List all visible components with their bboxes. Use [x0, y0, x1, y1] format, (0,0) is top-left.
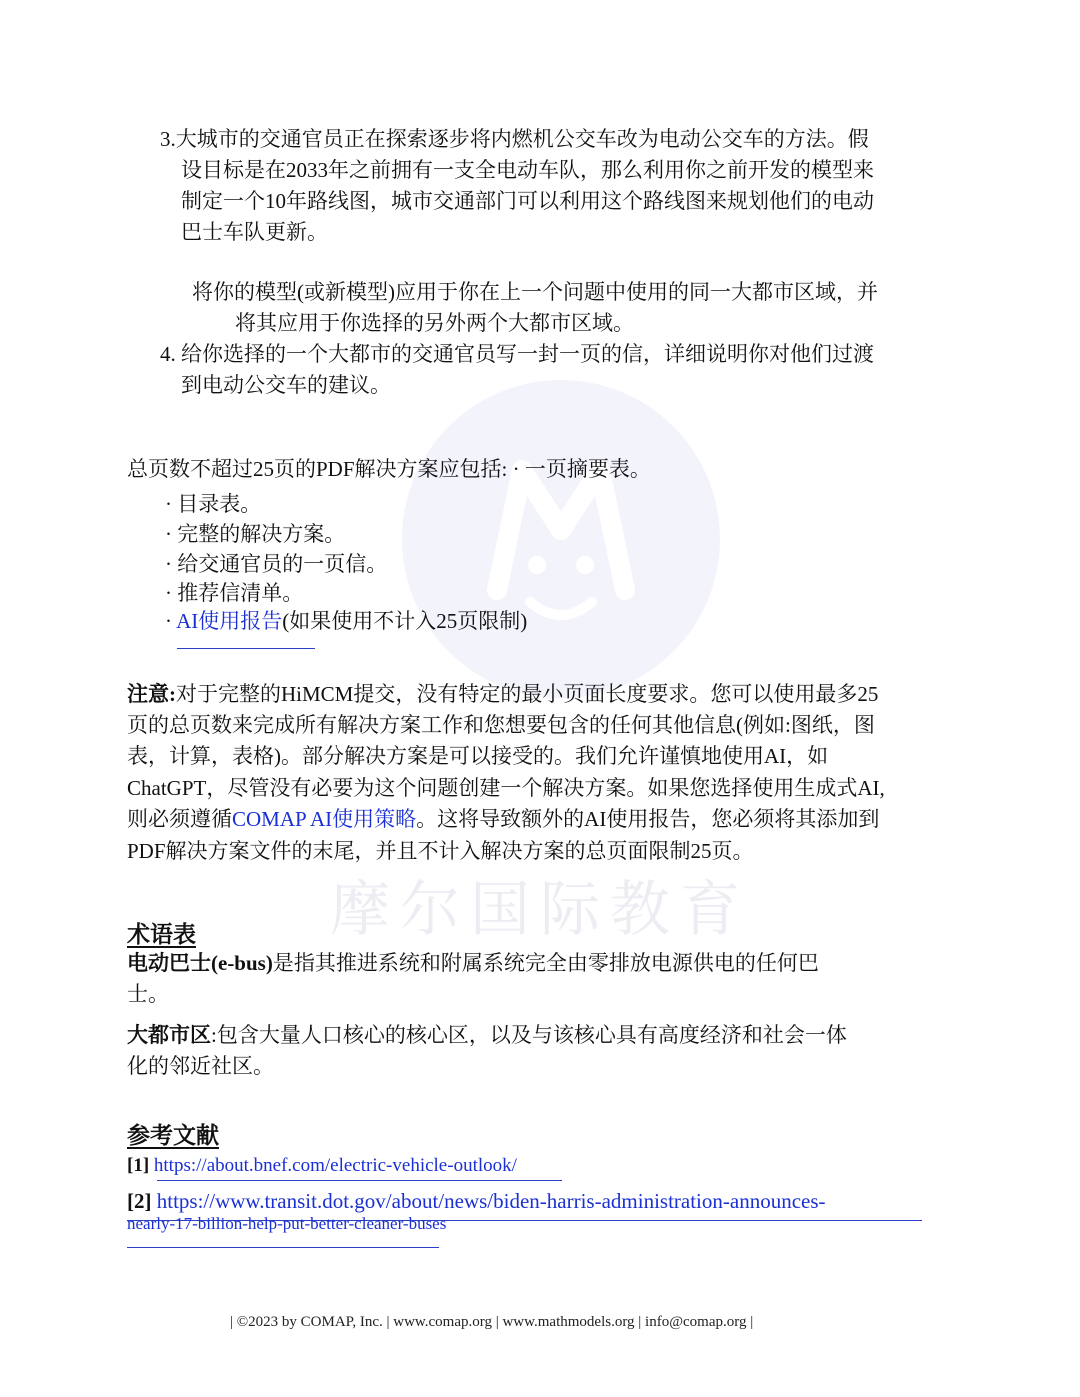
item3-sub-line-2: 将其应用于你选择的另外两个大都市区域。	[235, 311, 634, 335]
solution-bullet-4: · 推荐信清单。	[165, 581, 304, 605]
solution-bullet-ai	[165, 606, 527, 637]
footer: | ©2023 by COMAP, Inc. | www.comap.org | www.mathmodels.org | info@comap.org |	[230, 1314, 754, 1330]
solution-bullet-2: · 完整的解决方案。	[165, 522, 346, 546]
reference-2-underline-2	[127, 1247, 439, 1248]
glossary-metro-term: 大都市区	[127, 1023, 211, 1047]
reference-2-link-line-2[interactable]: nearly-17-billion-help-put-better-cleaner-buses	[127, 1214, 447, 1233]
glossary-metro-line-2: 化的邻近社区。	[127, 1054, 274, 1078]
item3-line-2: 设目标是在2033年之前拥有一支全电动车队，那么利用你之前开发的模型来	[181, 158, 874, 182]
solution-first-item: · 一页摘要表。	[512, 457, 651, 481]
solution-bullet-3: · 给交通官员的一页信。	[165, 552, 388, 576]
item4-line-2: 到电动公交车的建议。	[181, 373, 391, 397]
references-title: 参考文献	[127, 1123, 219, 1148]
ai-bullet-marker: ·	[165, 609, 177, 633]
watermark-text: 摩尔国际教育	[330, 875, 750, 945]
note-line-4: ChatGPT，尽管没有必要为这个问题创建一个解决方案。如果您选择使用生成式AI,	[127, 776, 885, 800]
reference-2	[127, 1186, 826, 1216]
glossary-ebus-term: 电动巴士(e-bus)	[127, 951, 273, 975]
note-line-3: 表，计算，表格)。部分解决方案是可以接受的。我们允许谨慎地使用AI，如	[127, 744, 829, 768]
glossary-ebus-def: 是指其推进系统和附属系统完全由零排放电源供电的任何巴	[272, 951, 819, 975]
note-line-1	[127, 679, 878, 710]
reference-2-link-line-1[interactable]: https://www.transit.dot.gov/about/news/biden-harris-administration-announces-	[156, 1189, 826, 1213]
reference-1-link[interactable]: https://about.bnef.com/electric-vehicle-outlook/	[153, 1155, 517, 1176]
reference-1-number: [1]	[127, 1155, 150, 1176]
solution-intro	[127, 454, 651, 485]
reference-1	[127, 1152, 517, 1180]
ai-usage-report-link[interactable]: AI使用报告	[176, 609, 283, 633]
item3-line-1: 3.大城市的交通官员正在探索逐步将内燃机公交车改为电动公交车的方法。假	[160, 127, 869, 151]
note-line-5-post: 。这将导致额外的AI使用报告，您必须将其添加到	[416, 807, 880, 831]
comap-ai-policy-link[interactable]: COMAP AI使用策略	[232, 807, 417, 831]
glossary-ebus-line-1	[127, 948, 819, 979]
note-line-2: 页的总页数来完成所有解决方案工作和您想要包含的任何其他信息(例如:图纸，图	[127, 713, 875, 737]
glossary-metro-line-1	[127, 1020, 847, 1051]
item3-line-4: 巴士车队更新。	[181, 220, 328, 244]
item4-line-1: 4. 给你选择的一个大都市的交通官员写一封一页的信，详细说明你对他们过渡	[160, 342, 874, 366]
ai-bullet-rest: (如果使用不计入25页限制)	[282, 609, 528, 633]
glossary-metro-def: :包含大量人口核心的核心区，以及与该核心具有高度经济和社会一体	[211, 1023, 847, 1047]
note-text-1: 对于完整的HiMCM提交，没有特定的最小页面长度要求。您可以使用最多25	[176, 682, 879, 706]
solution-bullet-1: · 目录表。	[165, 492, 262, 516]
note-line-6: PDF解决方案文件的末尾，并且不计入解决方案的总页面限制25页。	[127, 839, 754, 863]
note-line-5-pre: 则必须遵循	[127, 807, 232, 831]
solution-intro-text: 总页数不超过25页的PDF解决方案应包括:	[127, 457, 508, 481]
reference-1-underline	[157, 1180, 562, 1181]
note-label: 注意:	[127, 682, 176, 706]
item3-line-3: 制定一个10年路线图，城市交通部门可以利用这个路线图来规划他们的电动	[181, 189, 874, 213]
note-line-5	[127, 804, 879, 835]
glossary-title: 术语表	[127, 922, 196, 947]
ai-link-underline	[177, 648, 315, 649]
watermark-logo-icon	[402, 380, 720, 698]
reference-2-number: [2]	[127, 1189, 152, 1213]
item3-sub-line-1: 将你的模型(或新模型)应用于你在上一个问题中使用的同一大都市区域，并	[192, 280, 878, 304]
glossary-ebus-line-2: 士。	[127, 982, 169, 1006]
